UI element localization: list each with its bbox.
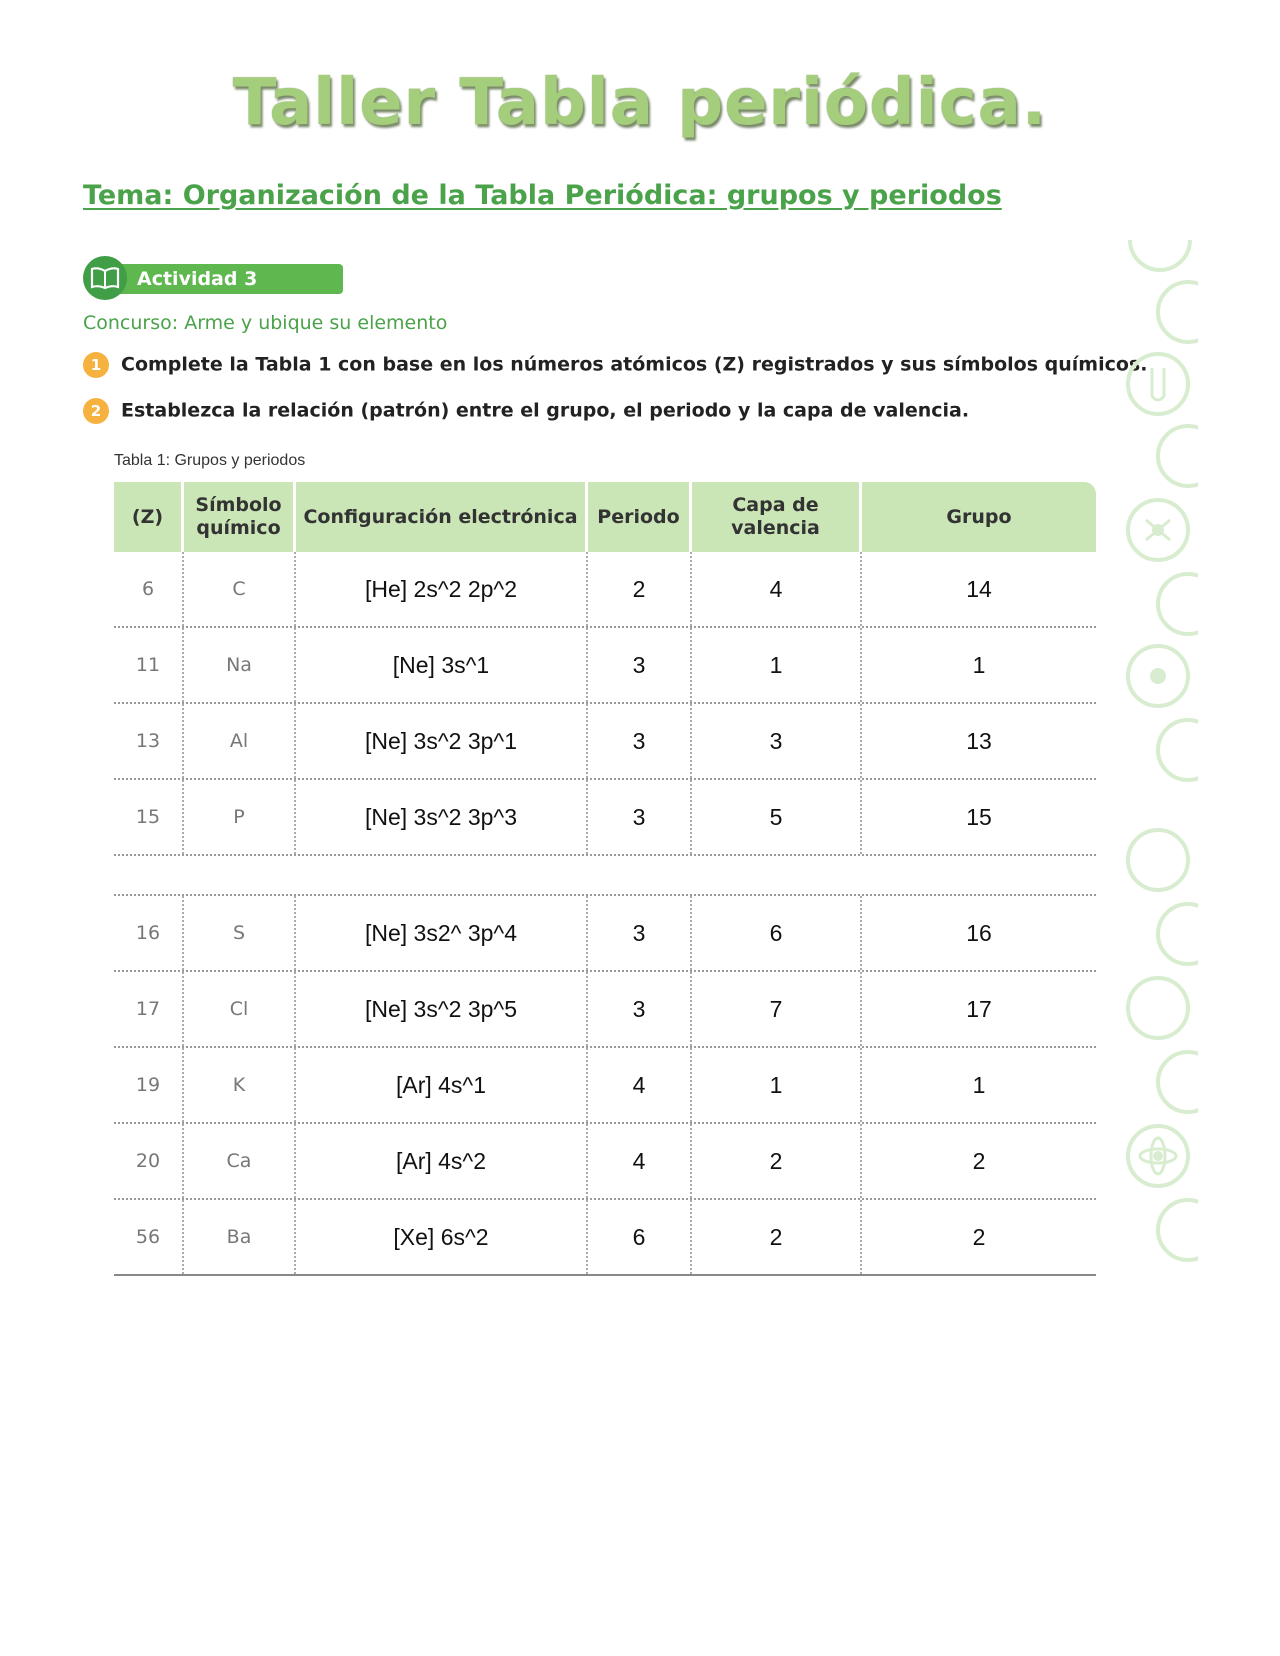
cell-group: 1 bbox=[972, 651, 986, 678]
science-icon bbox=[1130, 240, 1190, 270]
periodic-groups-table bbox=[114, 482, 1096, 1276]
cell-period: 3 bbox=[588, 972, 692, 1046]
cell-period: 6 bbox=[588, 1200, 692, 1274]
cell-period: 4 bbox=[588, 1048, 692, 1122]
instruction-1 bbox=[83, 352, 1147, 378]
cell-configuration: [Ne] 3s^2 3p^3 bbox=[296, 780, 588, 854]
table-row bbox=[114, 1124, 1096, 1200]
beaker-icon bbox=[1158, 904, 1198, 964]
cell-symbol: Cl bbox=[184, 972, 296, 1046]
cell-valence-shell: 6 bbox=[692, 896, 862, 970]
cell-period: 3 bbox=[588, 704, 692, 778]
table-row bbox=[114, 780, 1096, 856]
cell-configuration: [Ar] 4s^1 bbox=[296, 1048, 588, 1122]
cell-group: 17 bbox=[966, 995, 992, 1022]
header-z: (Z) bbox=[114, 482, 184, 552]
cell-valence-shell: 3 bbox=[692, 704, 862, 778]
cell-z: 56 bbox=[114, 1200, 184, 1274]
cell-symbol: Na bbox=[184, 628, 296, 702]
table-row bbox=[114, 628, 1096, 704]
flask-icon bbox=[1158, 1052, 1198, 1112]
cell-configuration: [Ne] 3s2^ 3p^4 bbox=[296, 896, 588, 970]
instruction-2 bbox=[83, 398, 969, 424]
cell-period: 2 bbox=[588, 552, 692, 626]
cell-z: 15 bbox=[114, 780, 184, 854]
cell-group: 13 bbox=[966, 727, 992, 754]
header-configuration: Configuración electrónica bbox=[296, 482, 588, 552]
cell-period: 3 bbox=[588, 628, 692, 702]
cell-symbol: P bbox=[184, 780, 296, 854]
cell-z: 19 bbox=[114, 1048, 184, 1122]
cell-symbol: Ca bbox=[184, 1124, 296, 1198]
beaker-icon bbox=[1158, 574, 1198, 634]
cell-configuration: [Xe] 6s^2 bbox=[296, 1200, 588, 1274]
cell-valence-shell: 4 bbox=[692, 552, 862, 626]
page-title: Taller Tabla periódica. bbox=[232, 66, 1048, 140]
table-row bbox=[114, 552, 1096, 628]
cell-configuration: [Ne] 3s^2 3p^5 bbox=[296, 972, 588, 1046]
cell-symbol: C bbox=[184, 552, 296, 626]
cell-symbol: Al bbox=[184, 704, 296, 778]
cell-configuration: [He] 2s^2 2p^2 bbox=[296, 552, 588, 626]
cell-z: 13 bbox=[114, 704, 184, 778]
topic-heading: Tema: Organización de la Tabla Periódica: grupos y periodos bbox=[83, 180, 1002, 211]
instruction-text: Establezca la relación (patrón) entre el grupo, el periodo y la capa de valencia. bbox=[121, 399, 970, 422]
science-icon bbox=[1158, 1200, 1198, 1260]
cell-z: 6 bbox=[114, 552, 184, 626]
cell-valence-shell: 7 bbox=[692, 972, 862, 1046]
step-number: 1 bbox=[83, 352, 109, 378]
cell-group: 15 bbox=[966, 803, 992, 830]
cell-group: 2 bbox=[972, 1223, 986, 1250]
cell-z: 17 bbox=[114, 972, 184, 1046]
table-row bbox=[114, 1048, 1096, 1124]
test-tube-icon bbox=[1128, 830, 1188, 890]
activity-label: Actividad 3 bbox=[113, 264, 343, 294]
flask-icon bbox=[1158, 282, 1198, 342]
instruction-text: Complete la Tabla 1 con base en los números atómicos (Z) registrados y sus símbolos químicos. bbox=[121, 353, 1148, 376]
test-tube-icon bbox=[1128, 354, 1188, 414]
microscope-icon bbox=[1158, 426, 1198, 486]
header-period: Periodo bbox=[588, 482, 692, 552]
contest-subtitle: Concurso: Arme y ubique su elemento bbox=[83, 312, 448, 334]
cell-period: 3 bbox=[588, 896, 692, 970]
table-row bbox=[114, 704, 1096, 780]
cell-symbol: Ba bbox=[184, 1200, 296, 1274]
cell-group: 14 bbox=[966, 575, 992, 602]
table-caption: Tabla 1: Grupos y periodos bbox=[114, 452, 306, 469]
cell-symbol: K bbox=[184, 1048, 296, 1122]
cell-configuration: [Ar] 4s^2 bbox=[296, 1124, 588, 1198]
table-header-row bbox=[114, 482, 1096, 552]
cell-period: 3 bbox=[588, 780, 692, 854]
header-valence-shell: Capa de valencia bbox=[692, 482, 862, 552]
flask-icon bbox=[1158, 720, 1198, 780]
header-group: Grupo bbox=[946, 505, 1012, 528]
header-symbol: Símbolo químico bbox=[184, 482, 296, 552]
cell-z: 20 bbox=[114, 1124, 184, 1198]
step-number: 2 bbox=[83, 398, 109, 424]
cell-period: 4 bbox=[588, 1124, 692, 1198]
cell-group: 16 bbox=[966, 919, 992, 946]
cell-group: 2 bbox=[972, 1147, 986, 1174]
cell-z: 11 bbox=[114, 628, 184, 702]
table-row bbox=[114, 1200, 1096, 1276]
cell-z: 16 bbox=[114, 896, 184, 970]
book-icon bbox=[90, 266, 120, 290]
molecule-icon bbox=[1128, 978, 1188, 1038]
cell-configuration: [Ne] 3s^1 bbox=[296, 628, 588, 702]
cell-valence-shell: 2 bbox=[692, 1200, 862, 1274]
lab-icons-border bbox=[1118, 240, 1198, 1290]
cell-valence-shell: 1 bbox=[692, 628, 862, 702]
table-body bbox=[114, 552, 1096, 1276]
cell-valence-shell: 5 bbox=[692, 780, 862, 854]
table-break bbox=[114, 856, 1096, 896]
table-row bbox=[114, 896, 1096, 972]
cell-valence-shell: 2 bbox=[692, 1124, 862, 1198]
table-row bbox=[114, 972, 1096, 1048]
cell-configuration: [Ne] 3s^2 3p^1 bbox=[296, 704, 588, 778]
cell-valence-shell: 1 bbox=[692, 1048, 862, 1122]
cell-symbol: S bbox=[184, 896, 296, 970]
cell-group: 1 bbox=[972, 1071, 986, 1098]
